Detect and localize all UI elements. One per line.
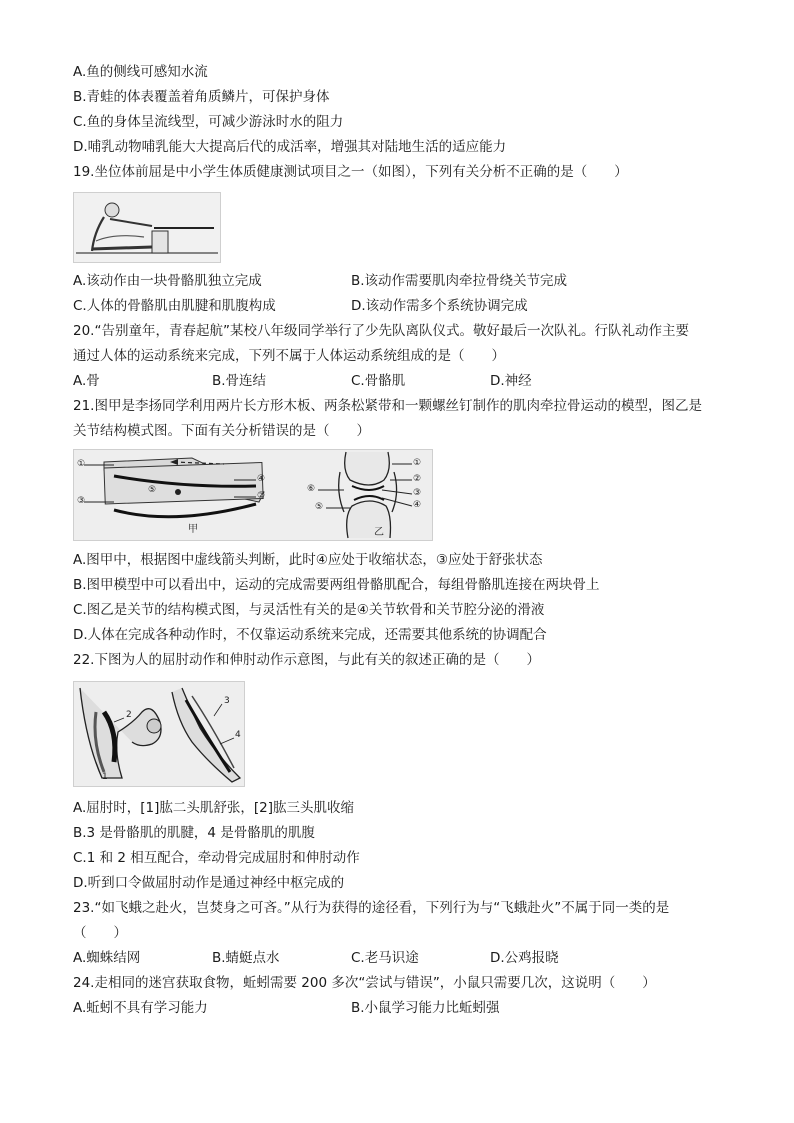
q21-label-jia: 甲 <box>188 524 198 535</box>
q22-elbow-flexion-figure <box>73 681 245 787</box>
q19-option-c: C.人体的骨骼肌由肌腱和肌腹构成 <box>73 298 276 314</box>
q21-label-4a: ④ <box>257 474 266 484</box>
q23-option-b: B.蜻蜓点水 <box>212 950 280 966</box>
q22-option-d: D.听到口令做屈肘动作是通过神经中枢完成的 <box>73 875 345 891</box>
q21-stem-line2: 关节结构模式图。下面有关分析错误的是（ ） <box>73 423 370 439</box>
q18-option-a: A.鱼的侧线可感知水流 <box>73 64 208 80</box>
sit-and-reach-illustration <box>74 193 220 262</box>
q21-option-b: B.图甲模型中可以看出中，运动的完成需要两组骨骼肌配合，每组骨骼肌连接在两块骨上 <box>73 577 600 593</box>
q23-option-d: D.公鸡报晓 <box>490 950 559 966</box>
q21-option-a: A.图甲中，根据图中虚线箭头判断，此时④应处于收缩状态，③应处于舒张状态 <box>73 552 543 568</box>
q23-option-c: C.老马识途 <box>351 950 419 966</box>
q20-stem-line1: 20.“告别童年，青春起航”某校八年级同学举行了少先队离队仪式。敬好最后一次队礼。行队礼动作主要 <box>73 323 689 339</box>
q24-option-b: B.小鼠学习能力比蚯蚓强 <box>351 1000 500 1016</box>
q21-label-3b: ③ <box>413 488 422 498</box>
q21-label-5b: ⑤ <box>315 502 324 512</box>
q23-stem-line2: （ ） <box>73 925 127 941</box>
q20-option-c: C.骨骼肌 <box>351 373 406 389</box>
q21-label-6: ⑥ <box>307 484 316 494</box>
q20-option-d: D.神经 <box>490 373 532 389</box>
q19-option-d: D.该动作需多个系统协调完成 <box>351 298 528 314</box>
q22-label-1: 1 <box>102 772 108 782</box>
q22-option-c: C.1 和 2 相互配合，牵动骨完成屈肘和伸肘动作 <box>73 850 360 866</box>
q21-label-yi: 乙 <box>374 527 384 538</box>
q22-label-2: 2 <box>126 710 132 720</box>
q21-stem-line1: 21.图甲是李扬同学利用两片长方形木板、两条松紧带和一颗螺丝钉制作的肌肉牵拉骨运动的模型，图乙是 <box>73 398 702 414</box>
q19-stem: 19.坐位体前屈是中小学生体质健康测试项目之一（如图），下列有关分析不正确的是（ ） <box>73 164 628 180</box>
q21-option-d: D.人体在完成各种动作时，不仅靠运动系统来完成，还需要其他系统的协调配合 <box>73 627 547 643</box>
q22-option-b: B.3 是骨骼肌的肌腱，4 是骨骼肌的肌腹 <box>73 825 315 841</box>
q21-label-1b: ① <box>413 458 422 468</box>
q22-label-4: 4 <box>235 730 241 740</box>
q21-label-1a: ① <box>77 459 86 469</box>
q19-option-a: A.该动作由一块骨骼肌独立完成 <box>73 273 262 289</box>
q23-stem-line1: 23.“如飞蛾之赴火，岂焚身之可吝。”从行为获得的途径看，下列行为与“飞蛾赴火”不属于同一类的是 <box>73 900 670 916</box>
q24-option-a: A.蚯蚓不具有学习能力 <box>73 1000 208 1016</box>
q21-label-3: ③ <box>77 496 86 506</box>
q24-stem: 24.走相同的迷宫获取食物，蚯蚓需要 200 多次“尝试与错误”，小鼠只需要几次，这说明（ ） <box>73 975 656 991</box>
q18-option-d: D.哺乳动物哺乳能大大提高后代的成活率，增强其对陆地生活的适应能力 <box>73 139 507 155</box>
q21-option-c: C.图乙是关节的结构模式图，与灵活性有关的是④关节软骨和关节腔分泌的滑液 <box>73 602 545 618</box>
q18-option-c: C.鱼的身体呈流线型，可减少游泳时水的阻力 <box>73 114 344 130</box>
q21-label-5: ⑤ <box>148 485 157 495</box>
q22-stem: 22.下图为人的屈肘动作和伸肘动作示意图，与此有关的叙述正确的是（ ） <box>73 652 540 668</box>
q22-label-3: 3 <box>224 696 230 706</box>
q20-stem-line2: 通过人体的运动系统来完成，下列不属于人体运动系统组成的是（ ） <box>73 348 505 364</box>
elbow-flexion-extension-illustration <box>74 682 244 786</box>
q19-sit-and-reach-figure <box>73 192 221 263</box>
q20-option-b: B.骨连结 <box>212 373 267 389</box>
q19-option-b: B.该动作需要肌肉牵拉骨绕关节完成 <box>351 273 568 289</box>
q21-label-2b: ② <box>413 474 422 484</box>
q23-option-a: A.蜘蛛结网 <box>73 950 141 966</box>
q21-muscle-model-figure <box>73 449 433 541</box>
q21-label-2a: ② <box>257 491 266 501</box>
q21-label-4b: ④ <box>413 500 422 510</box>
q22-option-a: A.屈肘时，[1]肱二头肌舒张，[2]肱三头肌收缩 <box>73 800 355 816</box>
q20-option-a: A.骨 <box>73 373 100 389</box>
q18-option-b: B.青蛙的体表覆盖着角质鳞片，可保护身体 <box>73 89 330 105</box>
